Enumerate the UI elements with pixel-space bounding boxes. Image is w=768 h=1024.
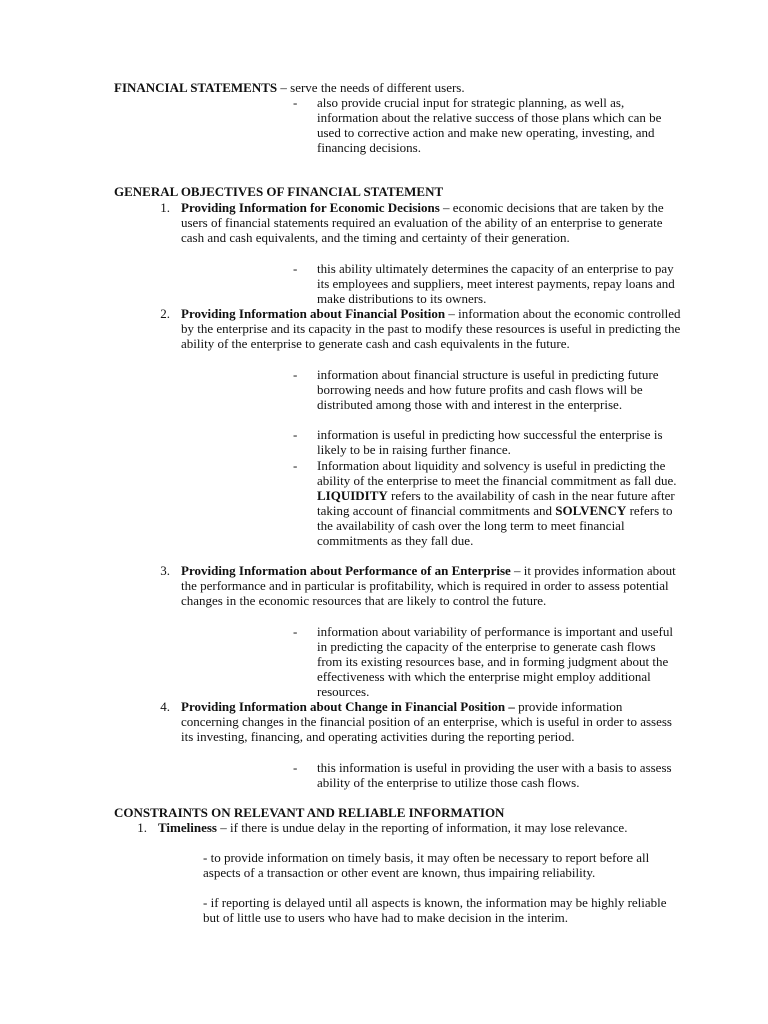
objective-title: Providing Information about Change in Financial Position – bbox=[181, 699, 515, 714]
bullet-dash: - bbox=[293, 427, 298, 442]
objective-text bbox=[181, 306, 681, 351]
intro-bullet-text: also provide crucial input for strategic planning, as well as, information about the relative success of those plans which can be used to corrective action and make new operating, investing, and financing decisions. bbox=[317, 95, 662, 156]
bullet-dash: - bbox=[293, 760, 298, 775]
bullet-text: information about variability of performance is important and useful in predicting the capacity of the enterprise to generate cash flows from its existing resources base, and in forming judgment about the effectiveness with which the enterprise might employ additional resources. bbox=[317, 624, 673, 700]
bullet-dash: - bbox=[293, 261, 298, 276]
objective-number: 1. bbox=[160, 200, 170, 215]
constraint-number: 1. bbox=[137, 820, 147, 835]
bullet-dash: - bbox=[293, 458, 298, 473]
objective-text bbox=[181, 200, 681, 245]
objective-title: Providing Information about Performance of an Enterprise bbox=[181, 563, 511, 578]
objective-body: – economic decisions that are taken by the users of financial statements required an evaluation of the ability of an enterprise to generate cash and cash equivalents, and the timing and certainty of their generation. bbox=[181, 200, 664, 246]
constraint-title: Timeliness bbox=[158, 820, 217, 835]
intro-heading: FINANCIAL STATEMENTS bbox=[114, 80, 278, 95]
bullet-dash: - bbox=[293, 95, 298, 110]
solvency-term: SOLVENCY bbox=[555, 503, 627, 519]
bullet-dash: - bbox=[293, 624, 298, 639]
intro-line bbox=[114, 80, 684, 95]
liquidity-part-1: Information about liquidity and solvency is useful in predicting the ability of the enterprise to meet the financial commitment as fall due. bbox=[317, 458, 677, 489]
bullet-text: information is useful in predicting how successful the enterprise is likely to be in raising further finance. bbox=[317, 427, 663, 458]
intro-heading-rest: – serve the needs of different users. bbox=[277, 80, 465, 95]
constraint-note-2: - if reporting is delayed until all aspects is known, the information may be highly reliable but of little use to users who have had to make decision in the interim. bbox=[203, 895, 667, 926]
objective-text bbox=[181, 699, 681, 744]
liquidity-part-3: refers to the availability of cash over the long term to meet financial commitments as they fall due. bbox=[317, 503, 673, 549]
liquidity-part-2: refers to the availability of cash in the near future after taking account of financial commitments and bbox=[317, 488, 675, 519]
bullet-dash: - bbox=[293, 367, 298, 382]
objective-title: Providing Information about Financial Position bbox=[181, 306, 446, 321]
objective-text bbox=[181, 563, 681, 608]
bullet-text: information about financial structure is useful in predicting future borrowing needs and how future profits and cash flows will be distributed among those with and interest in the enterprise. bbox=[317, 367, 659, 413]
constraints-heading: CONSTRAINTS ON RELEVANT AND RELIABLE INFORMATION bbox=[114, 805, 505, 820]
objective-body: provide information concerning changes in the financial position of an enterprise, which is useful in order to assess its investing, financing, and operating activities during the reporting period. bbox=[181, 699, 672, 745]
bullet-text: this ability ultimately determines the capacity of an enterprise to pay its employees and suppliers, meet interest payments, repay loans and make distributions to its owners. bbox=[317, 261, 675, 307]
liquidity-term: LIQUIDITY bbox=[317, 488, 388, 504]
bullet-text: this information is useful in providing the user with a basis to assess ability of the enterprise to utilize those cash flows. bbox=[317, 760, 672, 791]
objective-number: 4. bbox=[160, 699, 170, 714]
objective-number: 2. bbox=[160, 306, 170, 321]
objective-number: 3. bbox=[160, 563, 170, 578]
objectives-heading: GENERAL OBJECTIVES OF FINANCIAL STATEMENT bbox=[114, 184, 444, 199]
objective-body: – information about the economic controlled by the enterprise and its capacity in the past to modify these resources is useful in predicting the ability of the enterprise to generate cash and cash equivalents in the future. bbox=[181, 306, 681, 352]
objective-body: – it provides information about the performance and in particular is profitability, which is required in order to assess potential changes in the economic resources that are likely to control the future. bbox=[181, 563, 676, 609]
constraint-note-1: - to provide information on timely basis, it may often be necessary to report before all aspects of a transaction or other event are known, thus impairing reliability. bbox=[203, 850, 650, 881]
objective-title: Providing Information for Economic Decisions bbox=[181, 200, 440, 215]
constraint-text bbox=[158, 820, 648, 835]
liquidity-bullet-text bbox=[317, 458, 682, 549]
constraint-body: – if there is undue delay in the reporting of information, it may lose relevance. bbox=[217, 820, 628, 835]
